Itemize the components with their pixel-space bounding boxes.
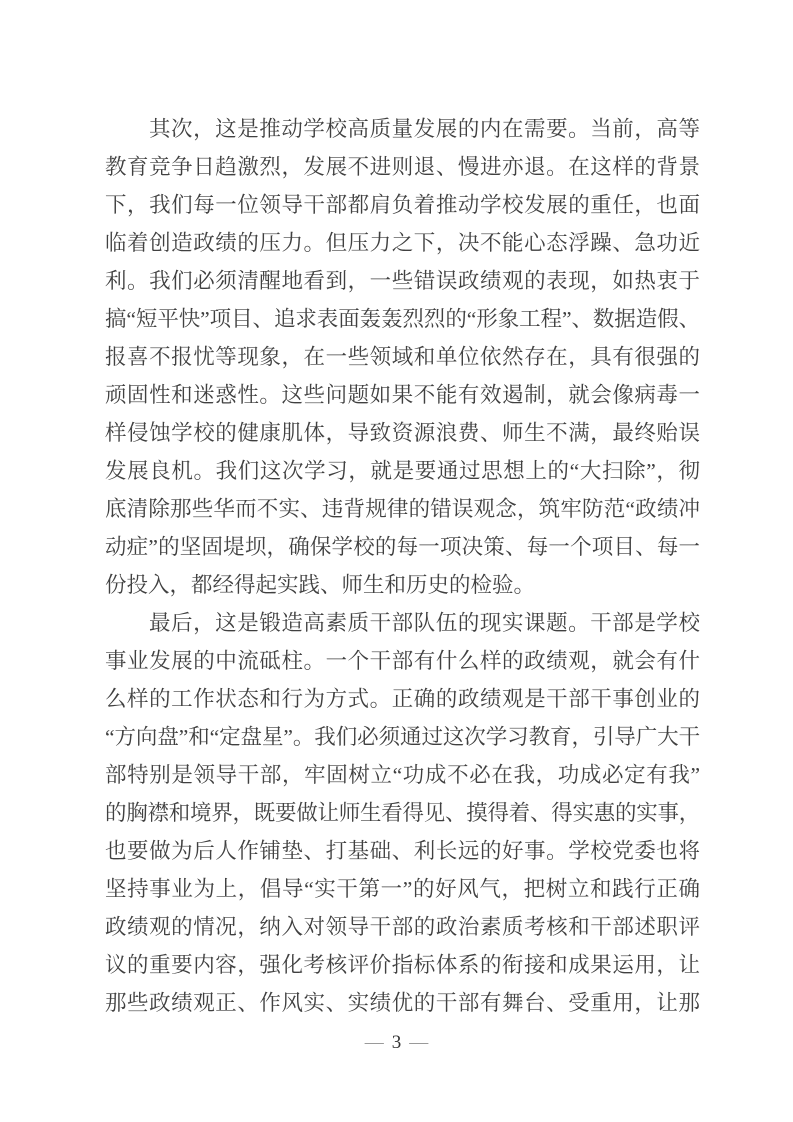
paragraph — [105, 604, 700, 1022]
text-line: 临着创造政绩的压力。但压力之下，决不能心态浮躁、急功近 — [105, 231, 700, 255]
text-line: 发展良机。我们这次学习，就是要通过思想上的“大扫除”，彻 — [105, 459, 700, 483]
text-line: 的胸襟和境界，既要做让师生看得见、摸得着、得实惠的实事， — [105, 801, 700, 825]
text-line: 最后，这是锻造高素质干部队伍的现实课题。干部是学校 — [149, 611, 700, 635]
page-number-value: 3 — [391, 1032, 402, 1053]
text-line: 坚持事业为上，倡导“实干第一”的好风气，把树立和践行正确 — [105, 877, 700, 901]
text-line: 教育竞争日趋激烈，发展不进则退、慢进亦退。在这样的背景 — [105, 155, 700, 179]
text-line: 报喜不报忧等现象，在一些领域和单位依然存在，具有很强的 — [105, 345, 700, 369]
text-line: 事业发展的中流砥柱。一个干部有什么样的政绩观，就会有什 — [105, 649, 700, 673]
page-number-dash-right: — — [409, 1032, 429, 1053]
page-number — [0, 1030, 793, 1056]
text-line: 顽固性和迷惑性。这些问题如果不能有效遏制，就会像病毒一 — [105, 383, 700, 407]
text-line: 份投入，都经得起实践、师生和历史的检验。 — [105, 573, 536, 597]
text-line: 么样的工作状态和行为方式。正确的政绩观是干部干事创业的 — [105, 687, 700, 711]
text-line: 搞“短平快”项目、追求表面轰轰烈烈的“形象工程”、数据造假、 — [105, 307, 700, 331]
text-line: 利。我们必须清醒地看到，一些错误政绩观的表现，如热衷于 — [105, 269, 700, 293]
text-line: 也要做为后人作铺垫、打基础、利长远的好事。学校党委也将 — [105, 839, 700, 863]
text-line: 动症”的坚固堤坝，确保学校的每一项决策、每一个项目、每一 — [105, 535, 700, 559]
text-line: “方向盘”和“定盘星”。我们必须通过这次学习教育，引导广大干 — [105, 725, 700, 749]
text-line: 那些政绩观正、作风实、实绩优的干部有舞台、受重用，让那 — [105, 991, 700, 1015]
text-line: 议的重要内容，强化考核评价指标体系的衔接和成果运用，让 — [105, 953, 700, 977]
text-line: 其次，这是推动学校高质量发展的内在需要。当前，高等 — [149, 117, 700, 141]
paragraph — [105, 110, 700, 604]
text-line: 部特别是领导干部，牢固树立“功成不必在我，功成必定有我” — [105, 763, 700, 787]
text-line: 底清除那些华而不实、违背规律的错误观念，筑牢防范“政绩冲 — [105, 497, 700, 521]
text-line: 样侵蚀学校的健康肌体，导致资源浪费、师生不满，最终贻误 — [105, 421, 700, 445]
text-line: 政绩观的情况，纳入对领导干部的政治素质考核和干部述职评 — [105, 915, 700, 939]
text-line: 下，我们每一位领导干部都肩负着推动学校发展的重任，也面 — [105, 193, 700, 217]
page-number-dash-left: — — [364, 1032, 384, 1053]
document-body — [105, 110, 700, 1022]
